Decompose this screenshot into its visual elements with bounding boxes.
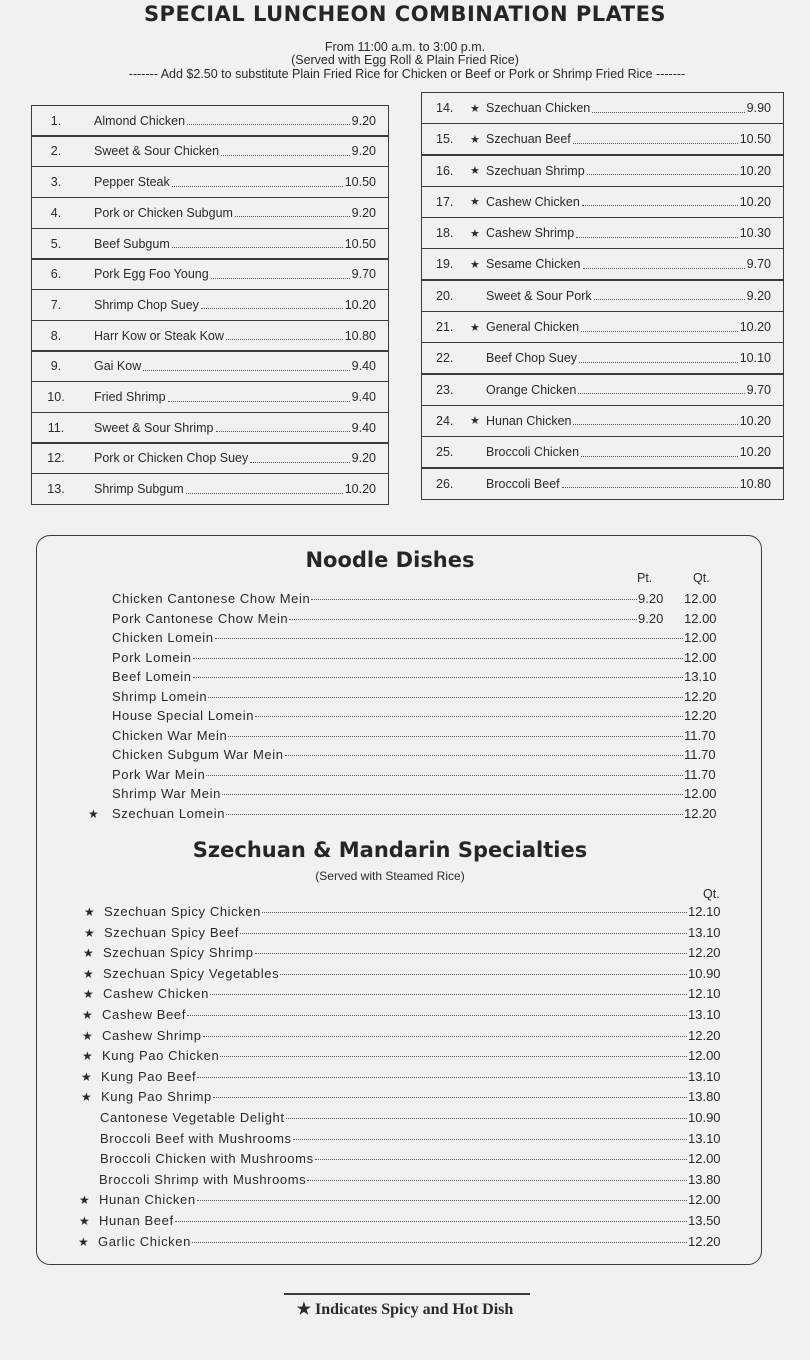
combo-row [31, 381, 389, 413]
dot-leader [172, 186, 343, 187]
noodle-item [88, 747, 726, 766]
noodle-item [88, 708, 726, 727]
spicy-legend: ★ Indicates Spicy and Hot Dish [296, 1301, 514, 1318]
dot-leader [220, 1056, 687, 1057]
dot-leader [576, 237, 737, 238]
pint-price: 9.20 [638, 610, 664, 626]
spicy-star-icon: ★ [83, 946, 94, 961]
combo-price: 10.20 [344, 482, 376, 497]
combo-row [31, 228, 389, 260]
szechuan-name: Kung Pao Chicken [102, 1048, 220, 1064]
dot-leader [175, 1221, 687, 1222]
combo-price: 10.50 [344, 236, 376, 251]
combo-price: 10.50 [344, 175, 376, 190]
combo-row [31, 442, 389, 474]
combo-row [421, 248, 784, 281]
noodle-item [88, 767, 726, 786]
footer-rule [284, 1293, 530, 1295]
combo-price: 10.20 [344, 297, 376, 312]
szechuan-name: Cashew Beef [102, 1007, 186, 1022]
dot-leader [222, 794, 683, 795]
dot-leader [255, 953, 687, 954]
combo-row [31, 473, 389, 505]
szechuan-item [79, 1192, 730, 1211]
combo-row [421, 123, 784, 156]
quart-price: 12.20 [688, 1233, 721, 1249]
dot-leader [285, 755, 683, 756]
combo-name: Sweet & Sour Chicken [94, 144, 220, 159]
combo-name: Szechuan Shrimp [486, 163, 585, 178]
combo-name: Pork or Chicken Chop Suey [94, 451, 249, 466]
combo-number: 15. [436, 132, 454, 147]
dot-leader [307, 1180, 687, 1181]
dot-leader [311, 599, 637, 600]
combo-price: 10.10 [739, 351, 771, 366]
combo-price: 9.90 [746, 101, 771, 115]
dot-leader [286, 1118, 687, 1119]
combo-number: 1. [50, 113, 62, 128]
spicy-star-icon: ★ [470, 321, 480, 334]
quart-price: 13.10 [688, 1007, 721, 1022]
szechuan-item [80, 1131, 730, 1150]
combo-row [31, 350, 389, 382]
spicy-star-icon: ★ [78, 1234, 89, 1249]
dot-leader [562, 487, 738, 488]
szechuan-name: Szechuan Spicy Shrimp [103, 945, 254, 961]
quart-price: 12.20 [684, 805, 717, 821]
combo-row [421, 436, 784, 469]
spicy-star-icon: ★ [83, 987, 94, 1002]
combo-row [421, 373, 784, 406]
dot-leader [581, 331, 738, 332]
combo-number: 14. [436, 101, 454, 115]
szechuan-item [80, 1110, 730, 1129]
combo-number: 17. [436, 194, 454, 209]
combo-name: Shrimp Subgum [94, 482, 184, 497]
combo-row [31, 166, 389, 198]
szechuan-item [84, 904, 730, 923]
combo-name: Broccoli Chicken [486, 445, 580, 460]
spicy-star-icon: ★ [82, 1028, 93, 1043]
combo-number: 25. [436, 445, 454, 460]
szechuan-section-title: Szechuan & Mandarin Specialties [192, 838, 588, 862]
combo-row [421, 405, 784, 438]
dot-leader [262, 912, 687, 913]
combo-price: 10.20 [739, 194, 771, 209]
combo-name: Sweet & Sour Pork [486, 288, 592, 303]
noodle-item [88, 650, 726, 669]
combo-price: 10.20 [739, 320, 771, 335]
quart-price: 12.20 [688, 1027, 721, 1043]
combo-number: 3. [50, 175, 62, 190]
quart-price: 13.50 [688, 1213, 721, 1228]
szechuan-name: Broccoli Beef with Mushrooms [100, 1130, 292, 1146]
dot-leader [172, 247, 343, 248]
combo-price: 9.20 [746, 288, 771, 303]
combo-number: 2. [50, 144, 62, 159]
szechuan-item [82, 1028, 730, 1047]
noodle-name: Beef Lomein [112, 669, 192, 684]
dot-leader [581, 456, 738, 457]
spicy-star-icon: ★ [470, 133, 480, 146]
combo-number: 5. [50, 236, 62, 251]
dot-leader [579, 362, 738, 363]
szechuan-item [81, 1069, 730, 1088]
combo-row [31, 412, 389, 444]
szechuan-name: Cantonese Vegetable Delight [100, 1110, 285, 1125]
dot-leader [213, 1097, 687, 1098]
combo-price: 10.20 [739, 445, 771, 460]
combo-number: 10. [47, 390, 65, 405]
dot-leader [226, 814, 683, 815]
dot-leader [573, 143, 738, 144]
combo-price: 9.20 [351, 113, 376, 128]
quart-price: 12.00 [688, 1151, 721, 1167]
szechuan-item [83, 986, 730, 1005]
spicy-star-icon: ★ [470, 196, 480, 209]
noodle-name: Pork Cantonese Chow Mein [112, 610, 289, 626]
szechuan-item [79, 1213, 730, 1232]
dot-leader [193, 677, 683, 678]
combo-name: Orange Chicken [486, 382, 577, 397]
dot-leader [587, 174, 738, 175]
dot-leader [280, 974, 687, 975]
combo-number: 23. [436, 382, 454, 397]
dot-leader [240, 933, 687, 934]
szechuan-item [82, 1007, 730, 1026]
quart-price: 12.00 [684, 649, 717, 665]
combo-price: 10.30 [739, 226, 771, 241]
dot-leader [187, 1015, 687, 1016]
dot-leader [216, 431, 350, 432]
szechuan-item [81, 1089, 730, 1108]
combo-name: Cashew Chicken [486, 194, 580, 209]
combo-number: 22. [436, 351, 454, 366]
szechuan-item [83, 945, 730, 964]
szechuan-name: Cashew Chicken [103, 986, 209, 1002]
combo-price: 10.50 [739, 132, 771, 147]
combo-name: Shrimp Chop Suey [94, 297, 199, 312]
combo-price: 9.70 [351, 267, 376, 282]
combo-price: 9.20 [351, 205, 376, 220]
combo-row [421, 279, 784, 312]
szechuan-item [84, 925, 730, 944]
combo-name: Pork or Chicken Subgum [94, 205, 233, 220]
combo-name: Harr Kow or Steak Kow [94, 328, 224, 343]
spicy-star-icon: ★ [81, 1090, 92, 1105]
spicy-star-icon: ★ [79, 1214, 90, 1228]
noodle-item [88, 806, 726, 825]
quart-price: 12.00 [684, 610, 717, 626]
spicy-star-icon: ★ [470, 102, 480, 115]
quart-price: 12.00 [684, 591, 717, 606]
szechuan-name: Cashew Shrimp [102, 1027, 202, 1043]
combo-name: Broccoli Beef [486, 476, 560, 491]
combo-number: 6. [50, 267, 62, 282]
noodle-item [88, 611, 726, 630]
combo-row [421, 154, 784, 187]
combo-number: 8. [50, 328, 62, 343]
combo-number: 7. [50, 297, 62, 312]
szechuan-name: Garlic Chicken [98, 1233, 191, 1249]
spicy-star-icon: ★ [470, 165, 480, 178]
szechuan-name: Szechuan Spicy Beef [104, 924, 239, 940]
combo-price: 10.80 [739, 476, 771, 491]
szechuan-item [80, 1151, 730, 1170]
combo-number: 9. [50, 359, 62, 374]
szechuan-name: Kung Pao Shrimp [101, 1089, 212, 1105]
spicy-star-icon: ★ [81, 1069, 92, 1084]
dot-leader [250, 462, 349, 463]
szechuan-name: Hunan Chicken [99, 1192, 196, 1208]
noodle-name: Shrimp War Mein [112, 786, 221, 801]
dot-leader [168, 401, 350, 402]
spicy-star-icon: ★ [83, 966, 94, 981]
combo-row [31, 105, 389, 137]
noodle-item [88, 591, 726, 610]
szechuan-name: Broccoli Shrimp with Mushrooms [99, 1171, 307, 1187]
dot-leader [582, 205, 738, 206]
combo-number: 24. [436, 413, 454, 428]
served-with-text: (Served with Egg Roll & Plain Fried Rice) [291, 53, 519, 67]
szechuan-name: Szechuan Spicy Chicken [104, 904, 261, 919]
combo-name: Sesame Chicken [486, 257, 581, 272]
combo-number: 11. [47, 420, 65, 435]
dot-leader [221, 155, 350, 156]
combo-number: 19. [436, 257, 454, 272]
quart-price: 13.10 [684, 669, 717, 684]
combo-row [421, 217, 784, 250]
combo-row [421, 342, 784, 375]
dot-leader [573, 424, 737, 425]
combo-name: Cashew Shrimp [486, 226, 575, 241]
quart-price: 12.10 [688, 904, 721, 919]
combo-row [31, 258, 389, 290]
szechuan-qt-header: Qt. [703, 887, 720, 901]
combo-price: 10.20 [739, 163, 771, 178]
combo-row [31, 135, 389, 167]
quart-price: 11.70 [684, 747, 716, 762]
combo-name: Sweet & Sour Shrimp [94, 420, 214, 435]
szechuan-name: Kung Pao Beef [101, 1068, 197, 1084]
quart-price: 13.10 [688, 924, 721, 940]
page-title: SPECIAL LUNCHEON COMBINATION PLATES [143, 2, 667, 26]
combo-price: 9.70 [746, 382, 771, 397]
combo-price: 9.40 [351, 390, 376, 405]
szechuan-item [82, 1048, 730, 1067]
noodle-name: Chicken Subgum War Mein [112, 747, 284, 762]
dot-leader [192, 1242, 687, 1243]
pt-column-header: Pt. [637, 571, 653, 585]
combo-name: Pork Egg Foo Young [94, 267, 209, 282]
combo-name: Beef Subgum [94, 236, 170, 251]
steamed-rice-note: (Served with Steamed Rice) [315, 869, 465, 883]
combo-price: 10.80 [344, 328, 376, 343]
quart-price: 13.10 [688, 1130, 721, 1146]
noodle-name: Chicken War Mein [112, 727, 228, 743]
combo-price: 10.20 [739, 413, 771, 428]
dot-leader [293, 1139, 687, 1140]
quart-price: 12.10 [688, 986, 721, 1002]
dot-leader [201, 308, 343, 309]
noodle-name: Shrimp Lomein [112, 688, 208, 704]
combo-price: 9.70 [746, 257, 771, 272]
quart-price: 10.90 [688, 965, 721, 981]
dot-leader [592, 112, 744, 113]
combo-row [421, 92, 784, 125]
dot-leader [235, 216, 350, 217]
spicy-star-icon: ★ [470, 227, 480, 240]
dot-leader [193, 658, 683, 659]
combo-row [421, 186, 784, 219]
noodle-name: Pork War Mein [112, 766, 206, 782]
spicy-star-icon: ★ [82, 1008, 93, 1022]
dot-leader [315, 1159, 687, 1160]
quart-price: 11.70 [684, 766, 716, 782]
combo-name: Pepper Steak [94, 175, 170, 190]
dot-leader [197, 1200, 687, 1201]
combo-name: Beef Chop Suey [486, 351, 578, 366]
dot-leader [187, 124, 350, 125]
noodle-item [88, 630, 726, 649]
combo-number: 18. [436, 226, 454, 241]
spicy-star-icon: ★ [470, 415, 480, 428]
quart-price: 12.00 [684, 786, 717, 801]
dot-leader [255, 716, 683, 717]
combo-name: Szechuan Chicken [486, 101, 591, 115]
quart-price: 12.00 [688, 1048, 721, 1064]
dot-leader [211, 278, 350, 279]
quart-price: 10.90 [688, 1110, 721, 1125]
szechuan-name: Broccoli Chicken with Mushrooms [100, 1151, 314, 1167]
combo-name: Hunan Chicken [486, 413, 572, 428]
spicy-star-icon: ★ [82, 1049, 93, 1064]
spicy-star-icon: ★ [79, 1193, 90, 1208]
combo-name: General Chicken [486, 320, 580, 335]
combo-row [31, 320, 389, 352]
dot-leader [143, 370, 349, 371]
quart-price: 13.10 [688, 1068, 721, 1084]
noodle-name: House Special Lomein [112, 708, 255, 723]
szechuan-item [78, 1234, 730, 1253]
qt-column-header: Qt. [693, 571, 710, 585]
combo-number: 16. [436, 163, 454, 178]
noodle-item [88, 786, 726, 805]
quart-price: 12.20 [688, 945, 721, 961]
combo-row [421, 311, 784, 344]
substitute-note: ------- Add $2.50 to substitute Plain Fried Rice for Chicken or Beef or Pork or Shrimp Fried Rice ------- [128, 67, 686, 81]
noodle-name: Chicken Cantonese Chow Mein [112, 591, 311, 606]
combo-number: 4. [50, 205, 62, 220]
quart-price: 13.80 [688, 1171, 721, 1187]
combo-price: 9.40 [351, 420, 376, 435]
combo-number: 21. [436, 320, 454, 335]
dot-leader [203, 1036, 687, 1037]
dot-leader [583, 268, 745, 269]
noodle-section-title: Noodle Dishes [305, 548, 475, 572]
combo-name: Szechuan Beef [486, 132, 571, 147]
combo-name: Gai Kow [94, 359, 142, 374]
combo-table-left [31, 106, 389, 505]
spicy-star-icon: ★ [84, 905, 95, 919]
spicy-star-icon: ★ [84, 925, 95, 940]
combo-number: 13. [47, 482, 65, 497]
dot-leader [228, 736, 683, 737]
quart-price: 11.70 [684, 727, 716, 743]
spicy-star-icon: ★ [470, 258, 480, 271]
quart-price: 12.00 [688, 1192, 721, 1208]
combo-row [31, 197, 389, 229]
combo-price: 9.20 [351, 451, 376, 466]
dot-leader [215, 638, 683, 639]
combo-number: 26. [436, 476, 454, 491]
combo-name: Fried Shrimp [94, 390, 166, 405]
hours-text: From 11:00 a.m. to 3:00 p.m. [324, 40, 486, 54]
noodle-item [88, 728, 726, 747]
dot-leader [289, 619, 637, 620]
dot-leader [197, 1077, 687, 1078]
pint-price: 9.20 [638, 591, 664, 606]
noodle-item [88, 669, 726, 688]
combo-number: 20. [436, 288, 454, 303]
combo-table-right [421, 93, 784, 500]
combo-name: Almond Chicken [94, 113, 186, 128]
quart-price: 12.00 [684, 630, 717, 645]
quart-price: 12.20 [684, 708, 717, 723]
combo-row [421, 467, 784, 500]
combo-row [31, 289, 389, 321]
combo-price: 9.20 [351, 144, 376, 159]
dot-leader [578, 393, 744, 394]
noodle-name: Chicken Lomein [112, 630, 214, 645]
quart-price: 12.20 [684, 688, 717, 704]
dot-leader [206, 775, 683, 776]
dot-leader [226, 339, 343, 340]
noodle-name: Pork Lomein [112, 649, 192, 665]
dot-leader [208, 697, 683, 698]
noodle-name: Szechuan Lomein [112, 805, 226, 821]
szechuan-item [79, 1172, 730, 1191]
spicy-star-icon: ★ [88, 806, 99, 821]
quart-price: 13.80 [688, 1089, 721, 1105]
combo-number: 12. [47, 451, 65, 466]
dot-leader [210, 994, 687, 995]
szechuan-item [83, 966, 730, 985]
noodle-item [88, 689, 726, 708]
combo-price: 9.40 [351, 359, 376, 374]
szechuan-name: Hunan Beef [99, 1213, 174, 1228]
dot-leader [594, 299, 745, 300]
dot-leader [186, 493, 343, 494]
szechuan-name: Szechuan Spicy Vegetables [103, 965, 280, 981]
